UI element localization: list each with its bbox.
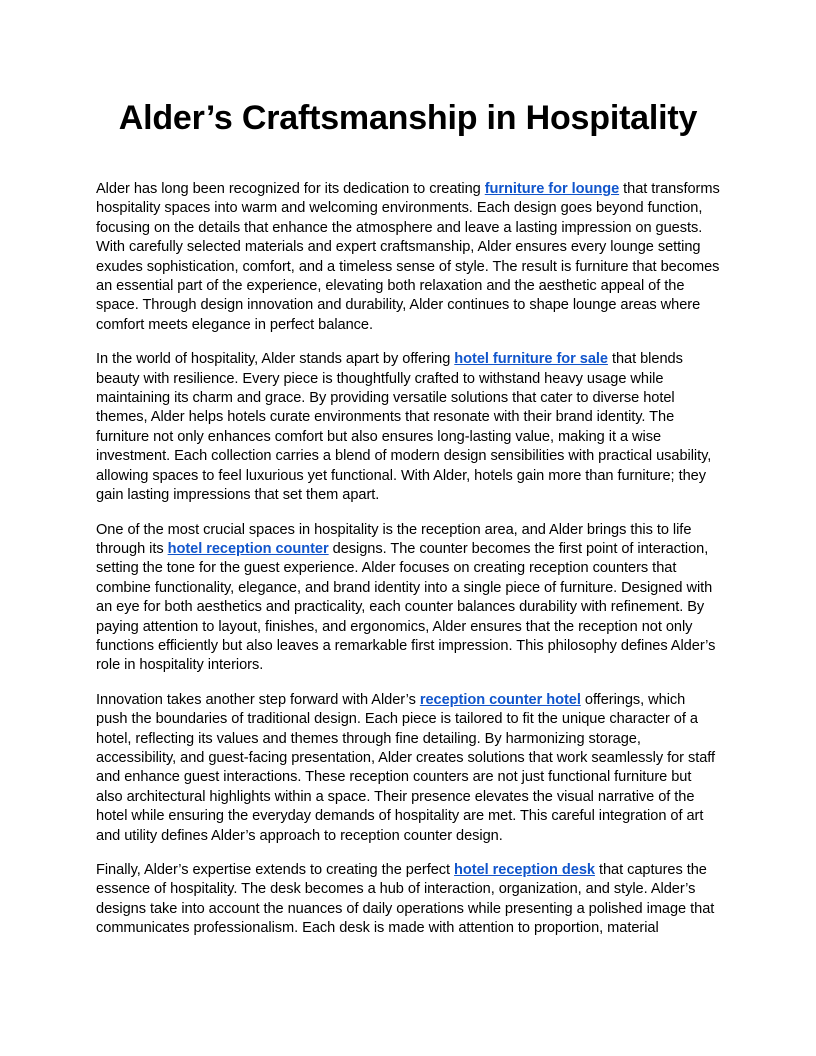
paragraph-hotel-furniture: [96, 350, 720, 505]
paragraph-text: One of the most crucial spaces in hospitality is the reception area, and Alder brings this to life through its: [96, 521, 692, 557]
link-hotel-reception-desk[interactable]: hotel reception desk: [454, 862, 595, 878]
paragraph-text: designs. The counter becomes the first point of interaction, setting the tone for the guest experience. Alder focuses on creating reception counters that combine functionality, elegance, and brand identity into a single piece of furniture. Designed with an eye for both aesthetics and practicality, each counter balances durability with refinement. By paying attention to layout, finishes, and ergonomics, Alder ensures that the reception not only functions efficiently but also leaves a remarkable first impression. This philosophy defines Alder’s role in hospitality interiors.: [96, 540, 716, 674]
paragraph-text: that blends beauty with resilience. Every piece is thoughtfully crafted to withstand heavy usage while maintaining its charm and grace. By providing versatile solutions that cater to diverse hotel themes, Alder helps hotels curate environments that resonate with their brand identity. The furniture not only enhances comfort but also ensures long-lasting value, making it a wise investment. Each collection carries a blend of modern design sensibilities with practical usability, allowing spaces to feel luxurious yet functional. With Alder, hotels gain more than furniture; they gain lasting impressions that set them apart.: [96, 351, 712, 504]
paragraph-lounge: [96, 180, 720, 335]
document-body: [96, 180, 720, 954]
link-hotel-reception-counter[interactable]: hotel reception counter: [167, 540, 329, 557]
link-furniture-for-lounge[interactable]: furniture for lounge: [484, 181, 620, 197]
paragraph-text: In the world of hospitality, Alder stands apart by offering: [96, 351, 455, 368]
paragraph-text: Alder has long been recognized for its dedication to creating: [96, 181, 485, 197]
paragraph-text: offerings, which push the boundaries of traditional design. Each piece is tailored to fit the unique character of a hotel, reflecting its values and themes through fine detailing. By harmonizing storage, accessibility, and guest-facing presentation, Alder creates solutions that work seamlessly for staff and enhance guest interactions. These reception counters are not just functional furniture but also architectural highlights within a space. Their presence elevates the visual narrative of the hotel while ensuring the everyday demands of hospitality are met. This careful integration of art and utility defines Alder’s approach to reception counter design.: [96, 691, 716, 844]
paragraph-text: Finally, Alder’s expertise extends to creating the perfect: [96, 862, 455, 878]
paragraph-reception-counter: [96, 521, 720, 676]
page-title: Alder’s Craftsmanship in Hospitality: [118, 99, 698, 137]
link-hotel-furniture-for-sale[interactable]: hotel furniture for sale: [454, 351, 608, 368]
link-reception-counter-hotel[interactable]: reception counter hotel: [419, 691, 581, 708]
paragraph-text: that captures the essence of hospitality. The desk becomes a hub of interaction, organization, and style. Alder’s designs take into account the nuances of daily operations while presenting a polished image that communicates professionalism. Each desk is made with attention to proportion, material: [96, 862, 715, 937]
paragraph-counter-hotel: [96, 691, 720, 846]
paragraph-text: that transforms hospitality spaces into warm and welcoming environments. Each design goes beyond function, focusing on the details that enhance the atmosphere and leave a lasting impression on guests. With carefully selected materials and expert craftsmanship, Alder ensures every lounge setting exudes sophistication, comfort, and a timeless sense of style. The result is furniture that becomes an essential part of the experience, elevating both relaxation and the aesthetic appeal of the space. Through design innovation and durability, Alder continues to shape lounge areas where comfort meets elegance in perfect balance.: [96, 181, 720, 333]
paragraph-text: Innovation takes another step forward with Alder’s: [96, 691, 420, 708]
paragraph-reception-desk: [96, 861, 720, 939]
